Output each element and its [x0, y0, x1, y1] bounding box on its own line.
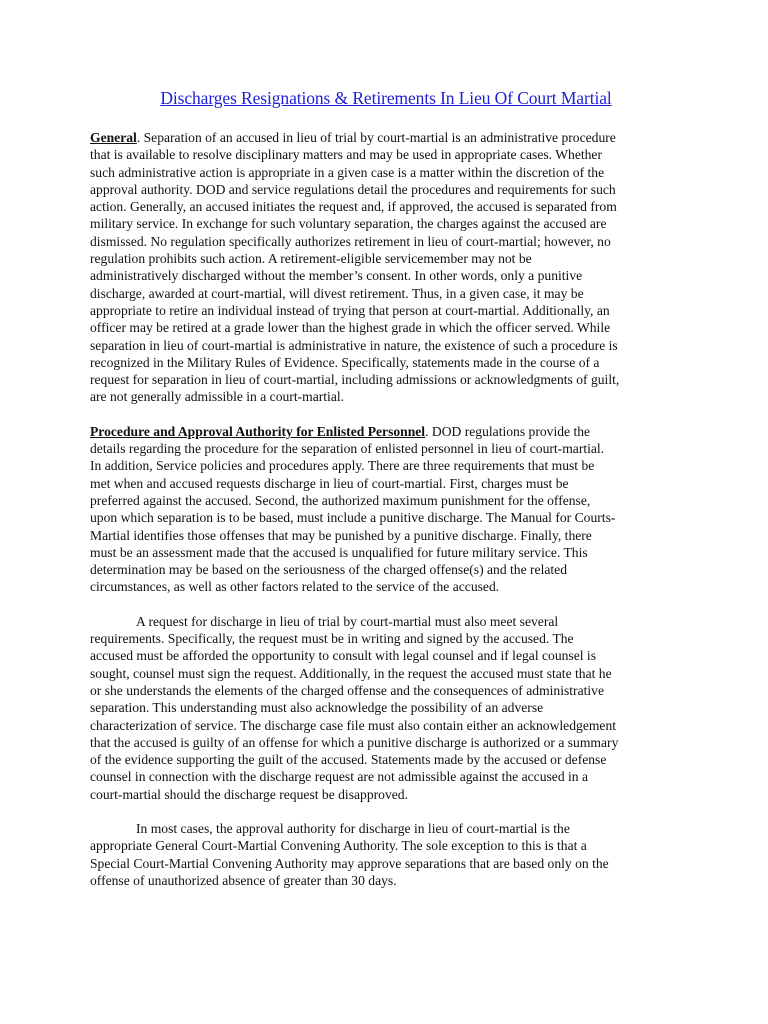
- text-line: court-martial should the discharge request be disapproved.: [90, 786, 408, 802]
- text-line: In most cases, the approval authority for discharge in lieu of court-martial is the: [136, 820, 570, 836]
- section-heading: General: [90, 130, 137, 145]
- text-line: met when and accused requests discharge in lieu of court-martial. First, charges must be: [90, 475, 569, 491]
- text-line-content: . DOD regulations provide the: [425, 423, 591, 439]
- section-procedure-enlisted: [90, 423, 682, 596]
- text-line: regulation prohibits such action. A retirement-eligible servicemember may not be: [90, 251, 532, 267]
- text-line: military service. In exchange for such voluntary separation, the charges against the accused are: [90, 216, 607, 232]
- text-line: or she understands the elements of the charged offense and the consequences of administrative: [90, 682, 605, 698]
- text-line: such administrative action is appropriate in a given case is a matter within the discretion of the: [90, 164, 605, 180]
- section-heading: Procedure and Approval Authority for Enlisted Personnel: [90, 423, 426, 439]
- text-line: upon which separation is to be based, must include a punitive discharge. The Manual for Courts-: [90, 510, 616, 526]
- text-line: preferred against the accused. Second, the authorized maximum punishment for the offense,: [90, 492, 591, 508]
- document-title: Discharges Resignations & Retirements In Lieu Of Court Martial: [160, 88, 612, 108]
- text-line: characterization of service. The discharge case file must also contain either an acknowledgement: [90, 717, 617, 733]
- paragraph-request-requirements: [90, 613, 682, 803]
- text-line: Special Court-Martial Convening Authority may approve separations that are based only on the: [90, 855, 609, 871]
- text-line: requirements. Specifically, the request must be in writing and signed by the accused. The: [90, 631, 574, 647]
- text-line: separation. This understanding must also acknowledge the possibility of an adverse: [90, 700, 544, 716]
- text-line: are not generally admissible in a court-martial.: [90, 389, 345, 405]
- text-line: separation in lieu of court-martial is administrative in nature, the existence of such a procedure is: [90, 337, 618, 353]
- text-line: officer may be retired at a grade lower than the highest grade in which the officer served. While: [90, 320, 611, 336]
- text-line: accused must be afforded the opportunity to consult with legal counsel and if legal counsel is: [90, 648, 596, 664]
- paragraph-approval-authority: [90, 820, 682, 889]
- section-general: [90, 129, 682, 406]
- text-line: must be an assessment made that the accused is unqualified for future military service. This: [90, 544, 588, 560]
- text-line-content: . Separation of an accused in lieu of trial by court-martial is an administrative procedure: [136, 130, 616, 145]
- text-line: discharge, awarded at court-martial, will divest retirement. Thus, in a given case, it may be: [90, 285, 584, 301]
- text-line: In addition, Service policies and procedures apply. There are three requirements that must be: [90, 458, 595, 474]
- text-line: counsel in connection with the discharge request are not admissible against the accused in a: [90, 769, 589, 785]
- text-line: approval authority. DOD and service regulations detail the procedures and requirements for such: [90, 181, 616, 197]
- text-line: circumstances, as well as other factors related to the service of the accused.: [90, 579, 500, 595]
- text-line: appropriate to retire an individual instead of trying that person at court-martial. Additionally, an: [90, 302, 610, 318]
- text-line: determination may be based on the seriousness of the charged offense(s) and the related: [90, 562, 568, 578]
- text-line: that is available to resolve disciplinary matters and may be used in appropriate cases. Whether: [90, 147, 602, 163]
- text-line: dismissed. No regulation specifically authorizes retirement in lieu of court-martial; however, no: [90, 233, 611, 249]
- text-line: offense of unauthorized absence of greater than 30 days.: [90, 872, 397, 888]
- text-line: of the evidence supporting the guilt of the accused. Statements made by the accused or defense: [90, 752, 607, 768]
- text-line: administratively discharged without the member’s consent. In other words, only a punitive: [90, 268, 583, 284]
- text-line: that the accused is guilty of an offense for which a punitive discharge is authorized or a summary: [90, 734, 619, 750]
- text-line: [90, 423, 682, 440]
- text-line: request for separation in lieu of court-martial, including admissions or acknowledgments of guilt,: [90, 372, 620, 388]
- text-line: appropriate General Court-Martial Convening Authority. The sole exception to this is that a: [90, 838, 587, 854]
- text-line: sought, counsel must sign the request. Additionally, in the request the accused must state that he: [90, 665, 612, 681]
- text-line: Martial identifies those offenses that may be punished by a punitive discharge. Finally, there: [90, 527, 592, 543]
- text-line: action. Generally, an accused initiates the request and, if approved, the accused is separated from: [90, 199, 617, 215]
- text-line: details regarding the procedure for the separation of enlisted personnel in lieu of court-martial.: [90, 441, 605, 457]
- text-line: A request for discharge in lieu of trial by court-martial must also meet several: [136, 613, 559, 629]
- text-line: recognized in the Military Rules of Evidence. Specifically, statements made in the course of a: [90, 354, 600, 370]
- document-page: [90, 88, 682, 906]
- text-line: [90, 129, 682, 146]
